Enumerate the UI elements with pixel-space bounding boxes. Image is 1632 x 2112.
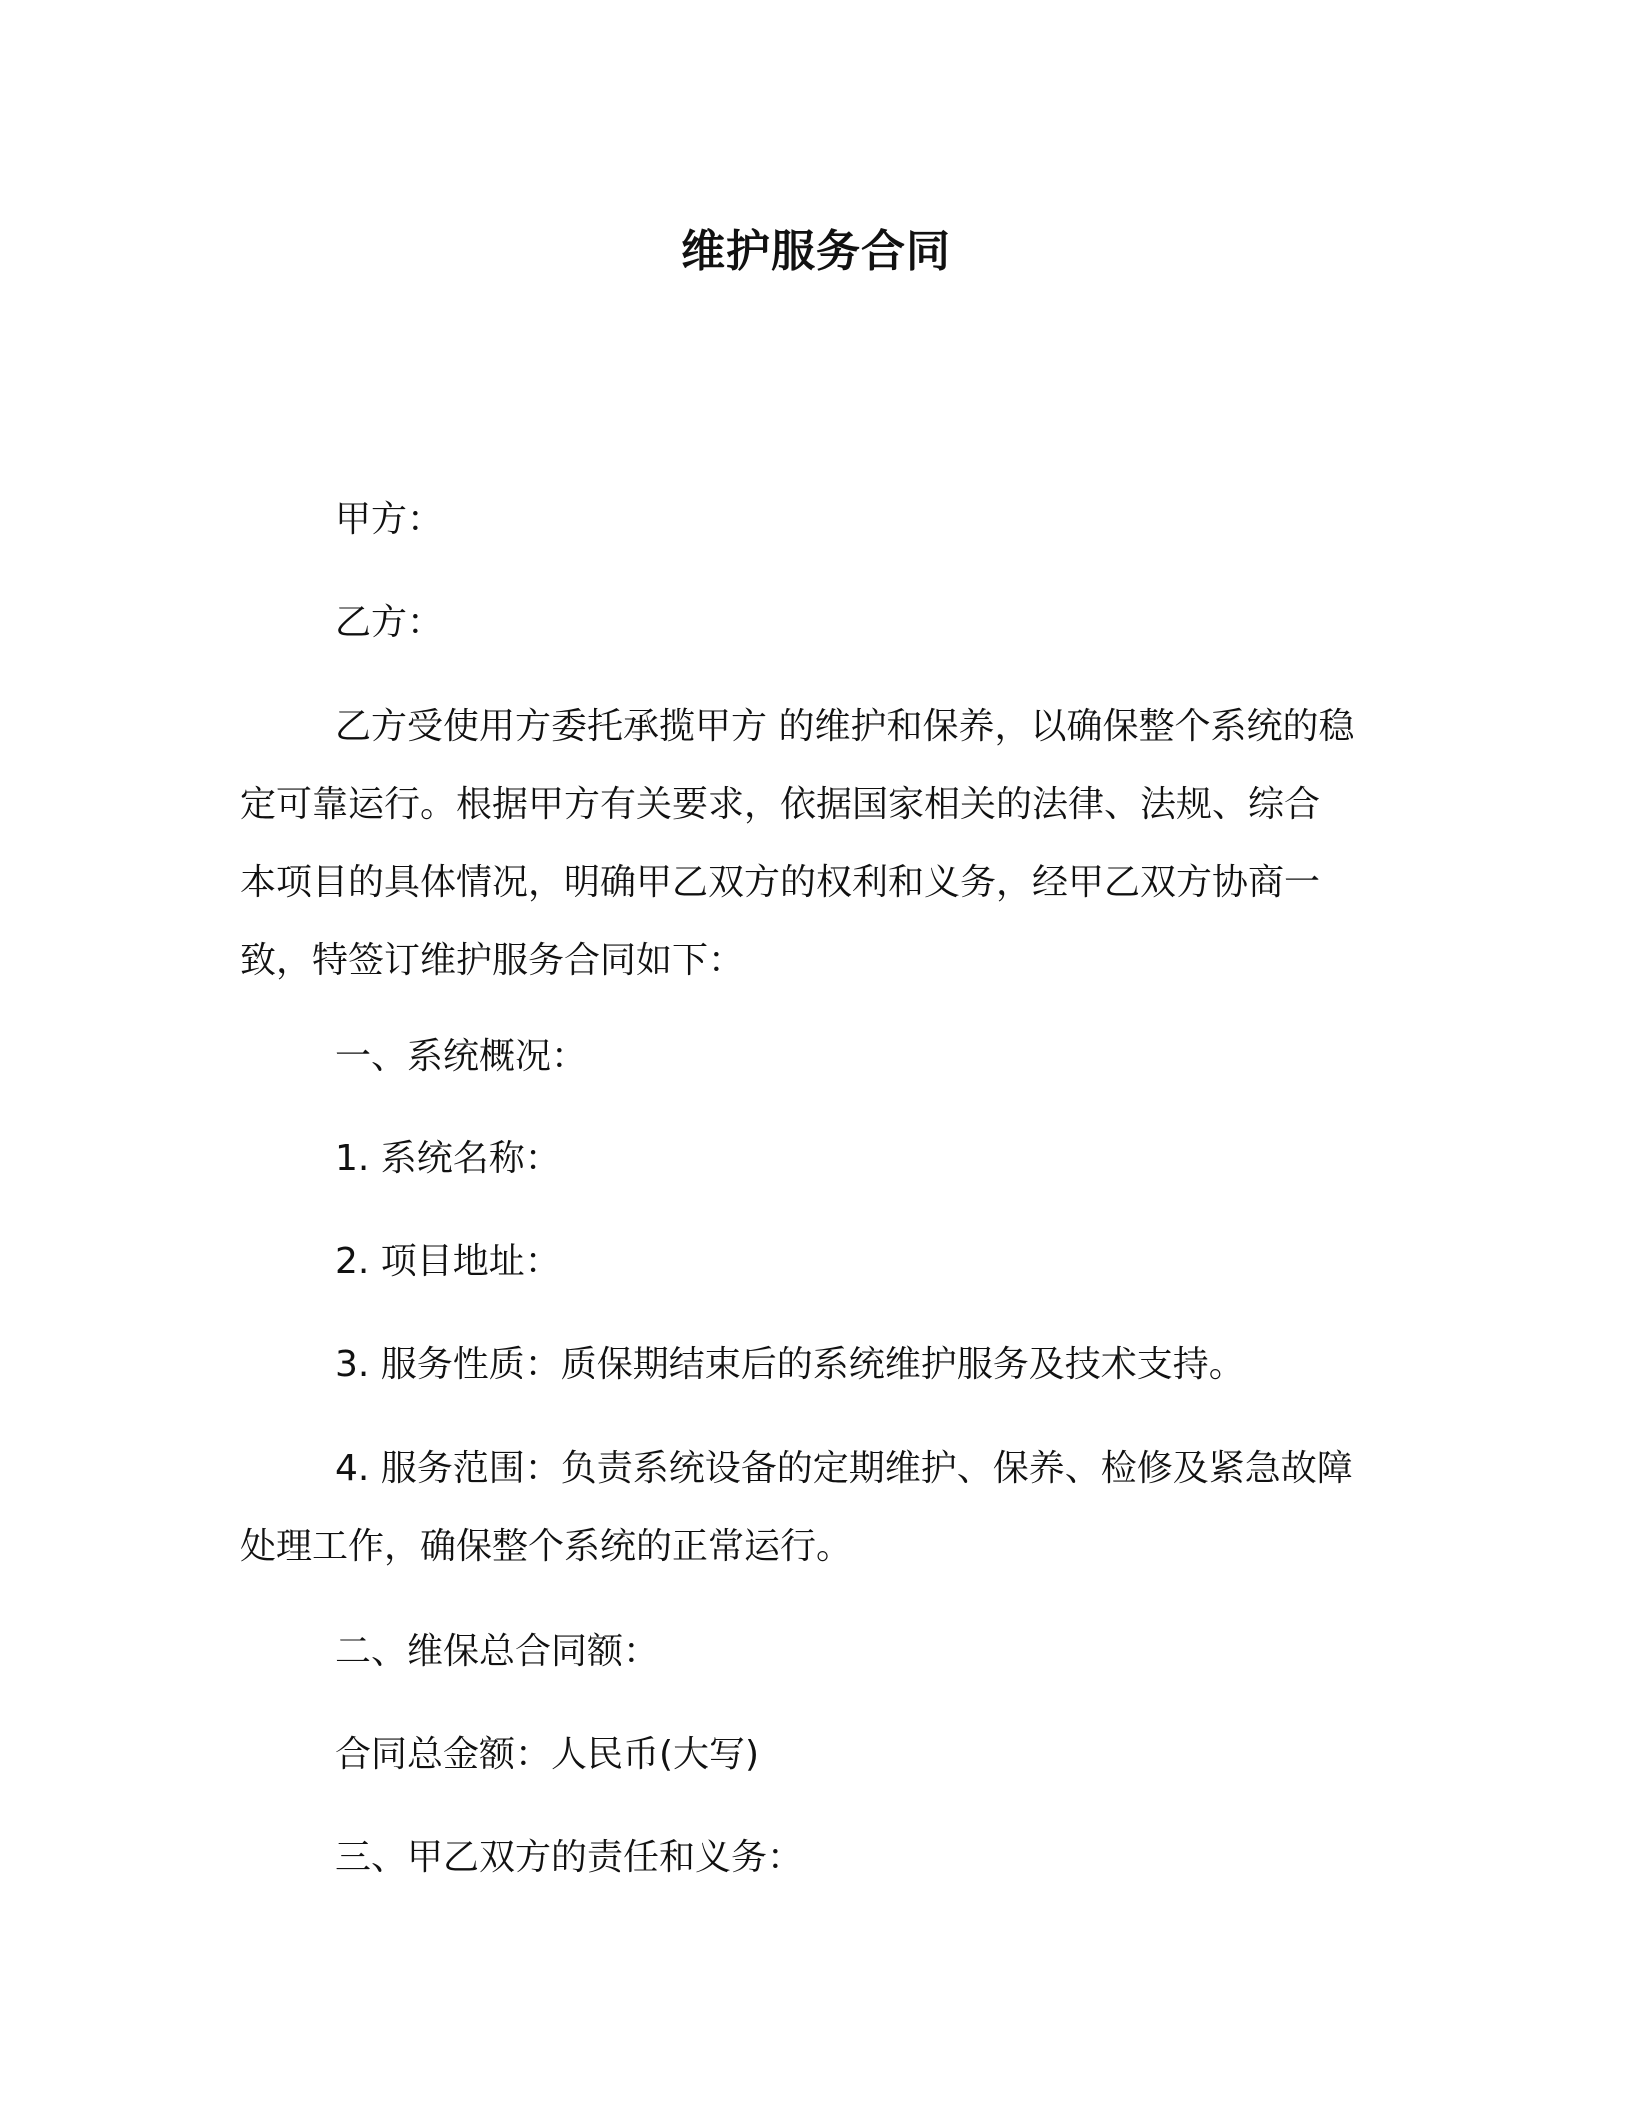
item-system-name: 1. 系统名称：	[335, 1138, 561, 1179]
party-b-label: 乙方：	[335, 602, 444, 643]
intro-line: 致，特签订维护服务合同如下：	[240, 940, 745, 981]
section-2-heading: 二、维保总合同额：	[335, 1631, 660, 1672]
section-1-heading: 一、系统概况：	[335, 1036, 588, 1077]
scope-line: 处理工作，确保整个系统的正常运行。	[240, 1526, 853, 1567]
intro-line: 乙方受使用方委托承揽甲方 的维护和保养，以确保整个系统的稳	[335, 706, 1355, 747]
item-service-nature: 3. 服务性质：质保期结束后的系统维护服务及技术支持。	[335, 1344, 1245, 1385]
intro-line: 本项目的具体情况，明确甲乙双方的权利和义务，经甲乙双方协商一	[240, 862, 1321, 903]
contract-amount-line: 合同总金额：人民币(大写)	[335, 1734, 760, 1775]
intro-paragraph	[240, 688, 1400, 1000]
intro-line: 定可靠运行。根据甲方有关要求，依据国家相关的法律、法规、综合	[240, 784, 1321, 825]
scope-line: 4. 服务范围：负责系统设备的定期维护、保养、检修及紧急故障	[335, 1448, 1353, 1489]
item-project-address: 2. 项目地址：	[335, 1241, 561, 1282]
document-title: 维护服务合同	[681, 226, 951, 277]
section-3-heading: 三、甲乙双方的责任和义务：	[335, 1837, 804, 1878]
party-a-label: 甲方：	[335, 499, 444, 540]
item-service-scope	[240, 1430, 1400, 1586]
